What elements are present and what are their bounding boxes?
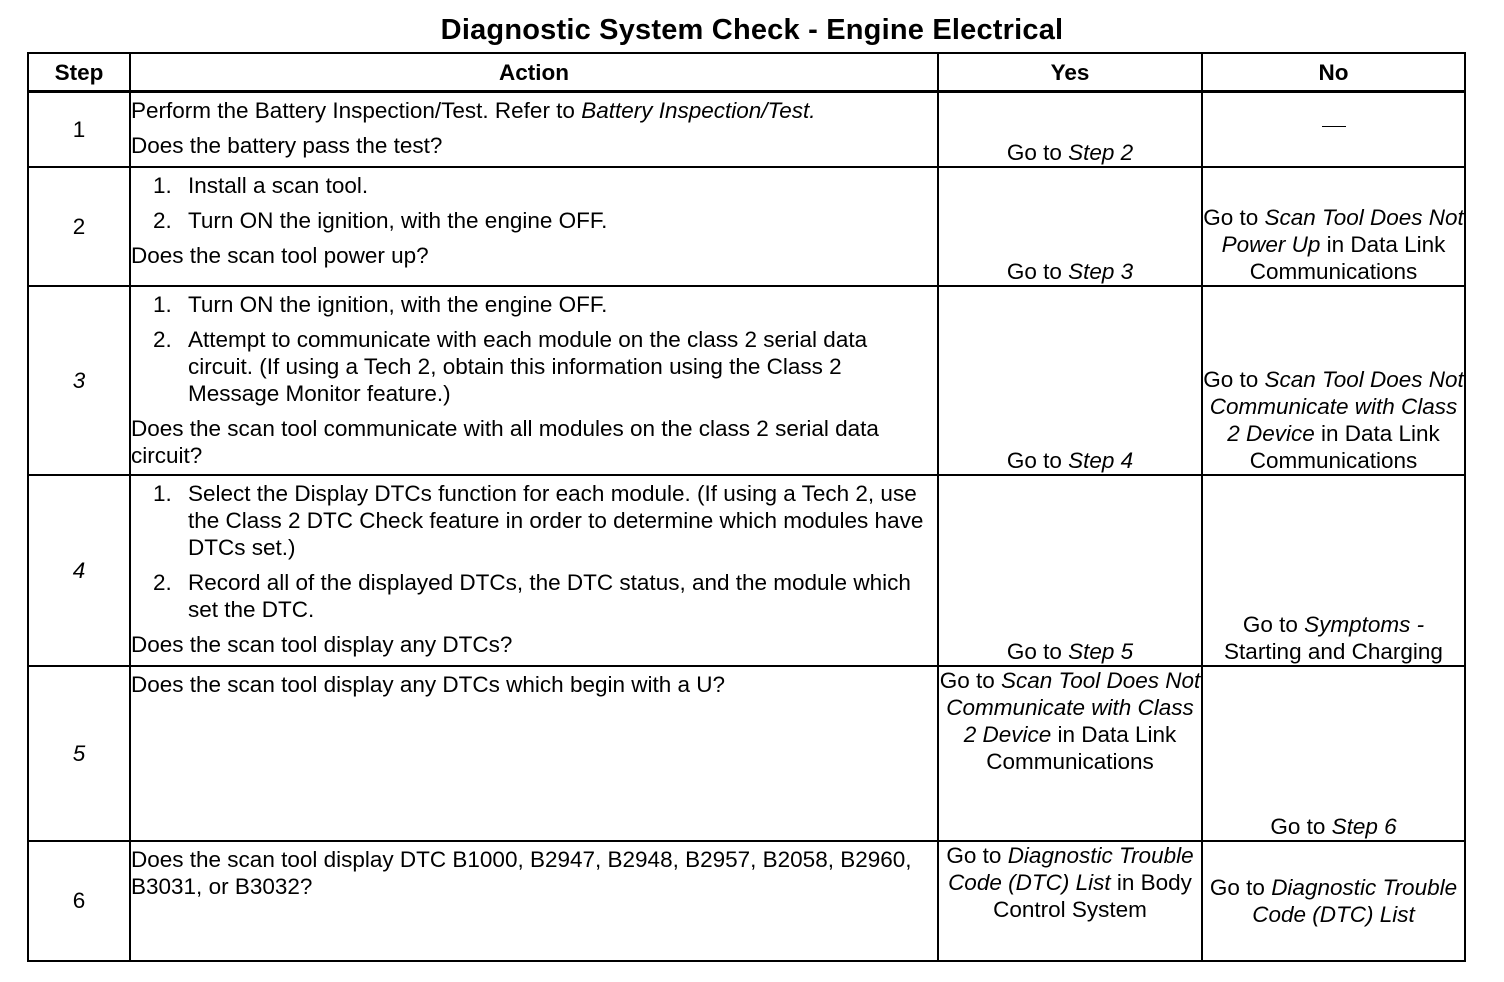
yes-cell <box>938 475 1202 666</box>
action-question: Does the scan tool display any DTCs? <box>131 631 513 657</box>
substep-item <box>131 480 937 561</box>
goto-prefix: Go to <box>1006 139 1069 165</box>
header-no: No <box>1202 53 1465 92</box>
goto-link-step-3[interactable]: Step 3 <box>1068 258 1134 284</box>
step-number: 5 <box>28 666 130 841</box>
table-row-step-3 <box>28 286 1465 475</box>
no-cell <box>1202 666 1465 841</box>
yes-cell <box>938 666 1202 841</box>
header-action: Action <box>130 53 938 92</box>
goto-suffix: in Data Link Communications <box>1249 231 1446 284</box>
goto-link-dtc-list[interactable]: Diagnostic Trouble Code (DTC) List <box>948 842 1194 895</box>
substep-text: Record all of the displayed DTCs, the DTC status, and the module which set the DTC. <box>188 569 911 622</box>
step-number: 2 <box>28 167 130 286</box>
substep-item <box>131 326 937 407</box>
substep-number: 1. <box>153 291 172 317</box>
step-number: 4 <box>28 475 130 666</box>
action-cell <box>130 92 938 167</box>
substep-text: Turn ON the ignition, with the engine OFF. <box>188 207 608 233</box>
goto-prefix: Go to <box>1006 258 1069 284</box>
goto-link-step-5[interactable]: Step 5 <box>1068 638 1134 664</box>
substep-number: 2. <box>153 326 172 352</box>
header-yes: Yes <box>938 53 1202 92</box>
table-row-step-2 <box>28 167 1465 286</box>
goto-link-step-4[interactable]: Step 4 <box>1068 447 1134 473</box>
substep-text: Install a scan tool. <box>188 172 369 198</box>
substep-number: 1. <box>153 172 172 198</box>
action-instruction <box>131 97 937 124</box>
action-cell <box>130 167 938 286</box>
action-cell <box>130 475 938 666</box>
substep-item <box>131 172 937 199</box>
no-cell <box>1202 841 1465 961</box>
action-cell <box>130 286 938 475</box>
reference-link-battery-test[interactable]: Battery Inspection/Test. <box>581 98 816 123</box>
yes-cell <box>938 92 1202 167</box>
goto-link-class2-comm[interactable]: Scan Tool Does Not Communicate with Class 2 Device <box>946 667 1201 747</box>
table-row-step-4 <box>28 475 1465 666</box>
page-title: Diagnostic System Check - Engine Electrical <box>440 14 1064 46</box>
step-number: 6 <box>28 841 130 961</box>
header-step: Step <box>28 53 130 92</box>
goto-prefix: Go to <box>1242 611 1305 637</box>
substep-list <box>131 291 937 407</box>
substep-list <box>131 172 937 234</box>
table-row-step-5 <box>28 666 1465 841</box>
goto-prefix: Go to <box>1270 813 1332 839</box>
yes-cell <box>938 167 1202 286</box>
no-cell <box>1202 475 1465 666</box>
goto-prefix: Go to <box>946 842 1008 868</box>
action-question: Does the scan tool power up? <box>131 242 429 268</box>
no-cell <box>1202 92 1465 167</box>
goto-link-dtc-list[interactable]: Diagnostic Trouble Code (DTC) List <box>1252 874 1458 927</box>
goto-link-step-6[interactable]: Step 6 <box>1331 813 1397 839</box>
action-cell <box>130 841 938 961</box>
goto-prefix: Go to <box>1203 366 1265 392</box>
substep-item <box>131 291 937 318</box>
yes-cell <box>938 286 1202 475</box>
action-question: Does the scan tool display DTC B1000, B2947, B2948, B2957, B2058, B2960, B3031, or B3032? <box>131 846 912 899</box>
step-number: 1 <box>28 92 130 167</box>
table-header-row <box>28 53 1465 92</box>
substep-list <box>131 480 937 623</box>
action-question: Does the scan tool display any DTCs which begin with a U? <box>131 671 726 697</box>
substep-text: Turn ON the ignition, with the engine OFF. <box>188 291 608 317</box>
goto-suffix: in Body Control System <box>993 869 1192 922</box>
substep-number: 1. <box>153 480 172 506</box>
substep-item <box>131 569 937 623</box>
table-row-step-1 <box>28 92 1465 167</box>
diagnostic-table <box>27 52 1466 962</box>
substep-item <box>131 207 937 234</box>
goto-suffix: Starting and Charging <box>1224 638 1443 664</box>
yes-cell <box>938 841 1202 961</box>
goto-link-class2-comm[interactable]: Scan Tool Does Not Communicate with Class 2 Device <box>1209 366 1464 446</box>
goto-link-scan-tool-power[interactable]: Scan Tool Does Not Power Up <box>1221 204 1464 257</box>
action-cell <box>130 666 938 841</box>
no-cell <box>1202 286 1465 475</box>
substep-text: Select the Display DTCs function for each module. (If using a Tech 2, use the Class 2 DTC Check feature in order to determine which modules have DTCs set.) <box>188 480 924 560</box>
goto-link-step-2[interactable]: Step 2 <box>1068 139 1134 165</box>
substep-number: 2. <box>153 207 172 233</box>
instruction-text: Perform the Battery Inspection/Test. Refer to <box>131 98 582 123</box>
substep-number: 2. <box>153 569 172 595</box>
dash-mark <box>1322 126 1346 127</box>
goto-suffix: in Data Link Communications <box>1249 420 1440 473</box>
goto-prefix: Go to <box>1203 204 1265 230</box>
goto-prefix: Go to <box>1006 638 1069 664</box>
goto-prefix: Go to <box>1209 874 1272 900</box>
goto-link-symptoms[interactable]: Symptoms - <box>1304 611 1425 637</box>
step-number: 3 <box>28 286 130 475</box>
substep-text: Attempt to communicate with each module on the class 2 serial data circuit. (If using a Tech 2, obtain this information using the Class 2 Message Monitor feature.) <box>188 326 868 406</box>
table-row-step-6 <box>28 841 1465 961</box>
action-question: Does the battery pass the test? <box>131 133 443 158</box>
goto-suffix: in Data Link Communications <box>986 721 1177 774</box>
action-question: Does the scan tool communicate with all modules on the class 2 serial data circuit? <box>131 415 879 468</box>
goto-prefix: Go to <box>939 667 1001 693</box>
goto-prefix: Go to <box>1006 447 1069 473</box>
no-cell <box>1202 167 1465 286</box>
